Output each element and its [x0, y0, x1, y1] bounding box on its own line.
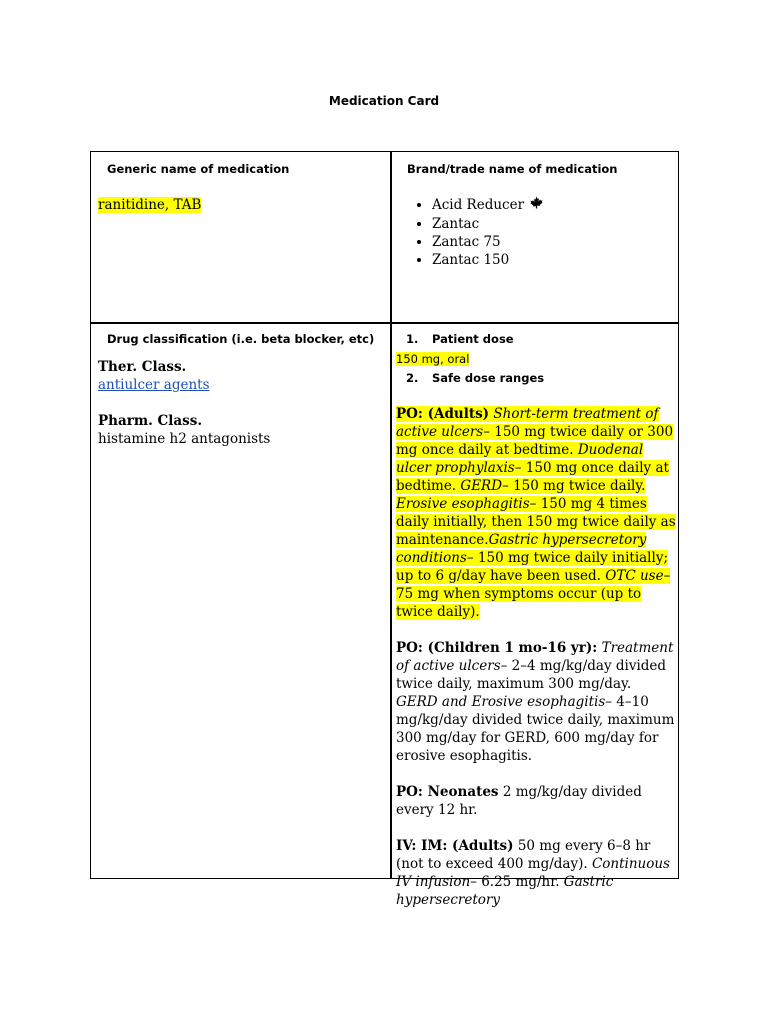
brand-name-cell: [398, 160, 678, 320]
brand-item: • Zantac: [432, 215, 678, 233]
classification-cell: [98, 330, 388, 876]
brand-item: • Acid Reducer: [432, 196, 678, 215]
generic-name-value: ranitidine, TAB: [98, 197, 202, 213]
neonate-po-dosing: PO: Neonates 2 mg/kg/day divided every 12 hr.: [396, 784, 642, 818]
pharm-class-label: Pharm. Class.: [98, 413, 203, 429]
safe-dose-heading: 2. Safe dose ranges: [406, 371, 545, 385]
ther-class-label: Ther. Class.: [98, 359, 187, 375]
patient-dose-heading: 1. Patient dose: [406, 332, 514, 346]
generic-name-header: Generic name of medication: [107, 162, 290, 176]
iv-im-dosing: IV: IM: (Adults) 50 mg every 6–8 hr (not to exceed 400 mg/day). Continuous IV infusion– 6.25 mg/hr. Gastric hypersecretory: [396, 838, 670, 908]
maple-leaf-icon: [530, 196, 543, 215]
patient-dose-value: 150 mg, oral: [396, 352, 470, 366]
brand-name-header: Brand/trade name of medication: [407, 162, 618, 176]
dosing-cell: [396, 330, 676, 908]
brand-item: • Zantac 150: [432, 251, 678, 269]
classification-header: Drug classification (i.e. beta blocker, etc): [107, 332, 375, 346]
page-title: Medication Card: [328, 94, 440, 108]
brand-list: [398, 196, 678, 269]
medication-card-table: [90, 151, 679, 908]
ther-class-link[interactable]: antiulcer agents: [98, 377, 210, 393]
adult-po-dosing: PO: (Adults) Short-term treatment of active ulcers– 150 mg twice daily or 300 mg once daily at bedtime. Duodenal ulcer prophylaxis– 150 mg once daily at bedtime. GERD– 150 mg twice daily. Erosive esophagitis– 150 mg 4 times daily initially, then 150 mg twice daily as maintenance.Gastric hypersecretory conditions– 150 mg twice daily initially; up to 6 g/day have been used. OTC use– 75 mg when symptoms occur (up to twice daily).: [396, 406, 676, 620]
children-po-dosing: PO: (Children 1 mo-16 yr): Treatment of active ulcers– 2–4 mg/kg/day divided twice daily, maximum 300 mg/day. GERD and Erosive esophagitis– 4–10 mg/kg/day divided twice daily, maximum 300 mg/day for GERD, 600 mg/day for erosive esophagitis.: [396, 640, 675, 764]
generic-name-cell: [98, 160, 388, 320]
pharm-class-value: histamine h2 antagonists: [98, 431, 271, 447]
column-divider: [390, 152, 392, 878]
brand-item: • Zantac 75: [432, 233, 678, 251]
row-divider: [91, 322, 678, 324]
